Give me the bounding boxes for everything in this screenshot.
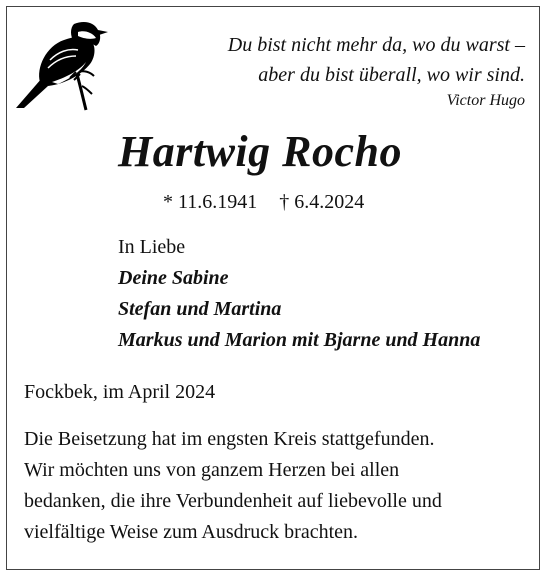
family-member: Deine Sabine bbox=[118, 267, 229, 289]
message-line: Die Beisetzung hat im engsten Kreis stattgefunden. bbox=[24, 428, 435, 450]
family-intro: In Liebe bbox=[118, 236, 186, 258]
family-member: Markus und Marion mit Bjarne und Hanna bbox=[118, 329, 481, 351]
quote-author: Victor Hugo bbox=[446, 92, 525, 109]
place-and-date: Fockbek, im April 2024 bbox=[24, 381, 216, 403]
message-line: bedanken, die ihre Verbundenheit auf liebevolle und bbox=[24, 490, 442, 512]
thank-you-message bbox=[24, 424, 514, 548]
bird-on-branch-icon bbox=[12, 16, 112, 112]
deceased-name: Hartwig Rocho bbox=[118, 127, 402, 176]
quote-line: aber du bist überall, wo wir sind. bbox=[258, 64, 525, 86]
birth-date: * 11.6.1941 bbox=[163, 191, 258, 213]
message-line: Wir möchten uns von ganzem Herzen bei allen bbox=[24, 459, 400, 481]
life-dates bbox=[163, 191, 364, 214]
epigraph-quote bbox=[228, 30, 525, 112]
family-member: Stefan und Martina bbox=[118, 298, 282, 320]
family-signatures bbox=[118, 232, 480, 356]
death-date: † 6.4.2024 bbox=[279, 191, 365, 213]
quote-line: Du bist nicht mehr da, wo du warst – bbox=[227, 34, 525, 56]
message-line: vielfältige Weise zum Ausdruck brachten. bbox=[24, 521, 359, 543]
